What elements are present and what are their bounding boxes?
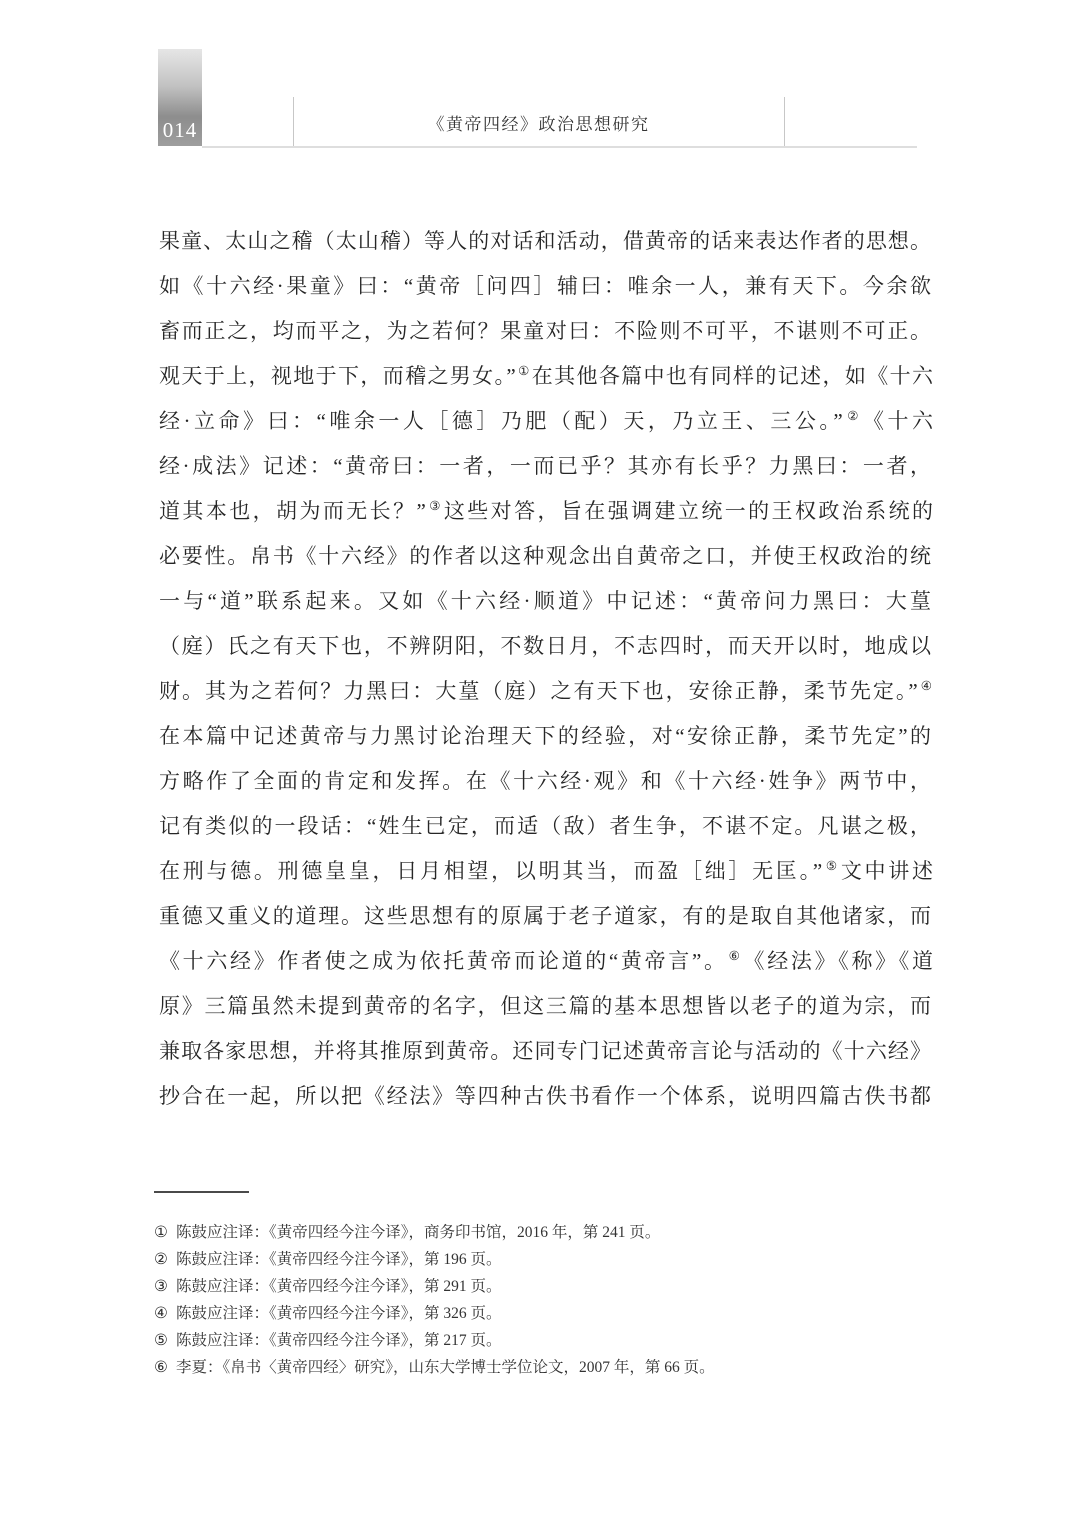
body-line: 兼取各家思想，并将其推原到黄帝。还同专门记述黄帝言论与活动的《十六经》 — [159, 1039, 931, 1063]
footnote — [154, 1327, 944, 1354]
footnote-separator — [154, 1191, 249, 1193]
body-line: 原》三篇虽然未提到黄帝的名字，但这三篇的基本思想皆以老子的道为宗，而 — [159, 994, 931, 1018]
footnote — [154, 1354, 944, 1381]
footnotes — [154, 1219, 944, 1381]
footnote-ref: ③ — [426, 499, 443, 513]
footnote-ref — [931, 1084, 933, 1098]
body-line: 抄合在一起，所以把《经法》等四种古佚书看作一个体系，说明四篇古佚书都 — [159, 1084, 931, 1108]
footnote-ref — [931, 904, 933, 918]
body-line: 必要性。帛书《十六经》的作者以这种观念出自黄帝之口，并使王权政治的统 — [159, 544, 931, 568]
footnote-ref — [931, 274, 933, 288]
footnote-marker: ⑥ — [154, 1359, 168, 1376]
footnote-ref — [931, 634, 933, 648]
footnote — [154, 1219, 944, 1246]
body-line: 《十六经》作者使之成为依托黄帝而论道的“黄帝言”。⑥《经法》《称》《道 — [159, 949, 933, 973]
body-line: （庭）氏之有天下也，不辨阴阳，不数日月，不志四时，而天开以时，地成以 — [159, 634, 931, 658]
body-line: 如《十六经·果童》曰：“黄帝［问四］辅曰：唯余一人，兼有天下。今余欲 — [159, 274, 931, 298]
body-line: 经·成法》记述：“黄帝曰：一者，一而已乎？其亦有长乎？力黑曰：一者， — [159, 454, 931, 478]
body-line: 在刑与德。刑德皇皇，日月相望，以明其当，而盈［绌］无匡。”⑤文中讲述 — [159, 859, 933, 883]
header-tick-right — [784, 97, 785, 146]
footnote-marker: ① — [154, 1224, 168, 1241]
footnote-text: 陈鼓应注译：《黄帝四经今注今译》，商务印书馆，2016 年，第 241 页。 — [176, 1224, 661, 1241]
footnote-ref — [931, 724, 933, 738]
footnote — [154, 1300, 944, 1327]
footnote-ref — [931, 769, 933, 783]
body-line: 果童、太山之稽（太山稽）等人的对话和活动，借黄帝的话来表达作者的思想。 — [159, 229, 931, 253]
footnote-marker: ④ — [154, 1305, 168, 1322]
body-line: 重德又重义的道理。这些思想有的原属于老子道家，有的是取自其他诸家，而 — [159, 904, 931, 928]
page-number: 014 — [162, 118, 198, 142]
footnote-ref — [931, 994, 933, 1008]
body-line: 道其本也，胡为而无长？”③这些对答，旨在强调建立统一的王权政治系统的 — [159, 499, 933, 523]
body-line: 在本篇中记述黄帝与力黑讨论治理天下的经验，对“安徐正静，柔节先定”的 — [159, 724, 931, 748]
footnote-ref: ② — [843, 409, 862, 423]
footnote-ref — [931, 814, 933, 828]
page-number-bar — [158, 49, 202, 146]
footnote-text: 陈鼓应注译：《黄帝四经今注今译》，第 326 页。 — [176, 1305, 502, 1322]
footnote-text: 陈鼓应注译：《黄帝四经今注今译》，第 196 页。 — [176, 1251, 502, 1268]
footnote-ref: ④ — [918, 679, 932, 693]
running-head-title: 《黄帝四经》政治思想研究 — [427, 115, 650, 134]
body-line: 一与“道”联系起来。又如《十六经·顺道》中记述：“黄帝问力黑曰：大葟 — [159, 589, 931, 613]
footnote-marker: ② — [154, 1251, 168, 1268]
footnote-ref: ① — [516, 364, 531, 378]
body-text — [159, 214, 933, 1114]
footnote-ref: ⑥ — [728, 949, 743, 963]
footnote-marker: ③ — [154, 1278, 168, 1295]
body-line: 经·立命》曰：“唯余一人［德］乃肥（配）天，乃立王、三公。”②《十六 — [159, 409, 933, 433]
footnote-text: 李夏：《帛书〈黄帝四经〉研究》，山东大学博士学位论文，2007 年，第 66 页。 — [176, 1359, 715, 1376]
footnote-ref: ⑤ — [823, 859, 840, 873]
header-rule — [202, 146, 917, 148]
footnote-ref — [931, 1039, 933, 1053]
body-line: 观天于上，视地于下，而稽之男女。”①在其他各篇中也有同样的记述，如《十六 — [159, 364, 933, 388]
footnote — [154, 1246, 944, 1273]
footnote — [154, 1273, 944, 1300]
body-line: 畜而正之，均而平之，为之若何？果童对曰：不险则不可平，不谌则不可正。 — [159, 319, 931, 343]
footnote-ref — [931, 319, 933, 333]
footnote-ref — [931, 544, 933, 558]
footnote-text: 陈鼓应注译：《黄帝四经今注今译》，第 291 页。 — [176, 1278, 502, 1295]
footnote-ref — [931, 454, 933, 468]
footnote-marker: ⑤ — [154, 1332, 168, 1349]
body-line: 方略作了全面的肯定和发挥。在《十六经·观》和《十六经·姓争》两节中， — [159, 769, 931, 793]
footnote-ref — [931, 589, 933, 603]
body-line: 财。其为之若何？力黑曰：大葟（庭）之有天下也，安徐正静，柔节先定。”④ — [159, 679, 932, 703]
footnote-ref — [931, 229, 933, 243]
body-line: 记有类似的一段话：“姓生已定，而适（敌）者生争，不谌不定。凡谌之极， — [159, 814, 931, 838]
footnote-text: 陈鼓应注译：《黄帝四经今注今译》，第 217 页。 — [176, 1332, 502, 1349]
